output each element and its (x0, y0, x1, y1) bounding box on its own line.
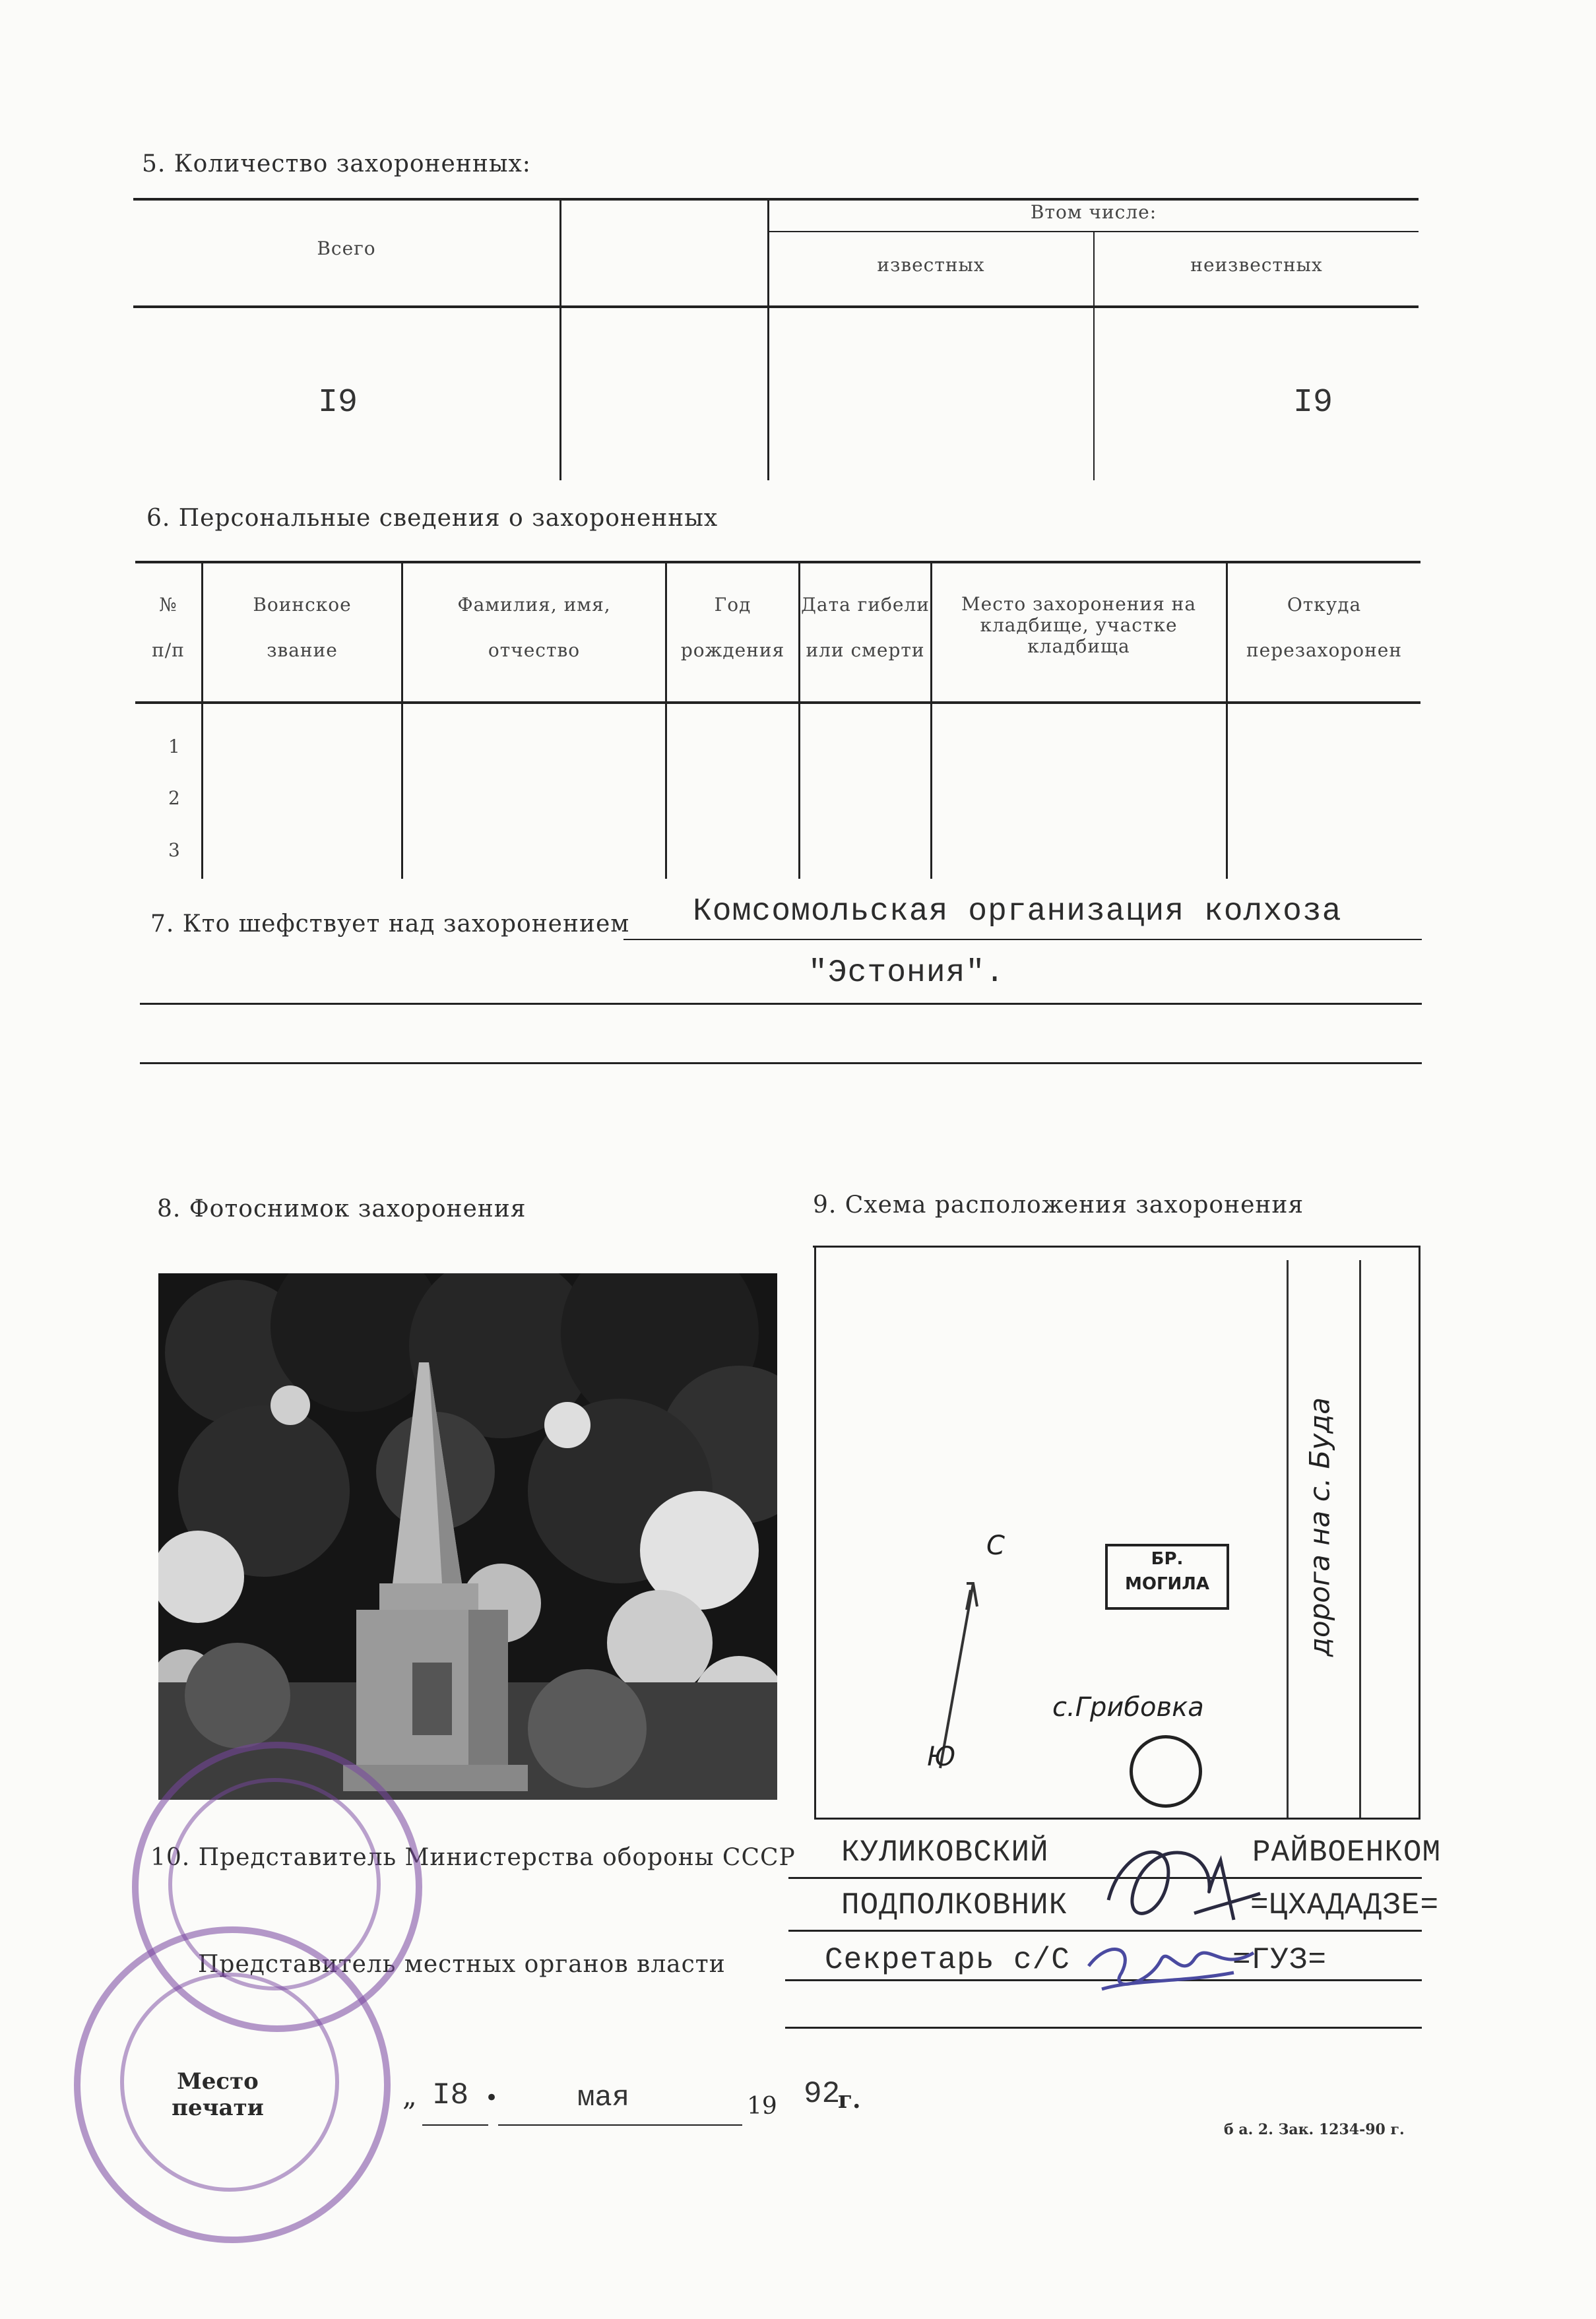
road-line-left (1287, 1260, 1289, 1818)
col-header-name (403, 594, 665, 661)
col-header-rank-bottom: звание (267, 639, 338, 661)
header-including: Втом числе: (1030, 201, 1157, 223)
col-header-place: Место захоронения на кладбище, участке кладбища (961, 593, 1197, 657)
row-number: 1 (168, 736, 181, 757)
date-day-line (422, 2124, 488, 2126)
scheme-bottom-border (814, 1818, 1420, 1820)
col-header-number-bottom: п/п (152, 639, 185, 661)
section10-local-label: Представитель местных органов власти (198, 1951, 726, 1978)
grave-label-line1: БР. (1151, 1549, 1184, 1569)
date-month: мая (577, 2081, 630, 2114)
date-century: 19 (747, 2093, 777, 2120)
mod-org: КУЛИКОВСКИЙ (841, 1835, 1049, 1870)
col-header-birth-bottom: рождения (680, 639, 785, 661)
print-mark: б а. 2. Зак. 1234-90 г. (1224, 2121, 1405, 2138)
sponsor-line2: "Эстония". (808, 955, 1005, 991)
col-header-rank-top: Воинское (253, 594, 352, 616)
section10-mod-label: 10. Представитель Министерства обороны СССР (150, 1844, 796, 1871)
road-line-right (1359, 1260, 1361, 1818)
section7-label: 7. Кто шефствует над захоронением (150, 910, 630, 937)
burial-photo-image (158, 1273, 777, 1800)
section8-title: 8. Фотоснимок захоронения (157, 1195, 527, 1223)
table5-divider (767, 198, 769, 480)
village-label: с.Грибовка (1052, 1692, 1204, 1723)
col-header-birth-top: Год (714, 594, 751, 616)
section7-line (623, 939, 1422, 940)
stamp-place-line2: печати (172, 2095, 264, 2121)
burial-photo (158, 1273, 777, 1800)
total-value: I9 (317, 384, 358, 422)
table5-header-bottom (133, 305, 1419, 308)
table5-divider (559, 198, 561, 480)
stamp-place-line1: Место (177, 2068, 259, 2095)
stamp-place-label (165, 2068, 271, 2121)
section7-line (140, 1062, 1422, 1064)
col-header-rank (203, 594, 401, 661)
header-total: Всего (317, 238, 376, 259)
row-number: 2 (168, 787, 181, 809)
table5-top-border (133, 198, 1419, 201)
local-name: =ГУЗ= (1232, 1943, 1327, 1977)
date-day: I8 (432, 2078, 469, 2113)
date-month-line (498, 2124, 742, 2126)
col-header-death-bottom: или смерти (806, 639, 925, 661)
col-header-death-top: Дата гибели (801, 594, 930, 616)
col-header-origin-top: Откуда (1287, 594, 1362, 616)
header-unknown: неизвестных (1190, 254, 1323, 276)
date-open-quote: „ (402, 2080, 417, 2112)
mass-grave-marker (1105, 1544, 1229, 1610)
north-label: С (986, 1531, 1005, 1561)
col-header-number-top: № (159, 594, 177, 616)
section7-line (140, 1003, 1422, 1005)
sponsor-line1: Комсомольская организация колхоза (693, 894, 1342, 930)
mod-name: =ЦХАДАДЗЕ= (1250, 1888, 1440, 1922)
col-header-death (800, 594, 930, 661)
scheme-top-border (813, 1246, 1420, 1248)
header-known: известных (877, 254, 985, 276)
date-suffix: г. (838, 2086, 861, 2114)
table6-divider (930, 561, 932, 879)
road-label: дорога на с. Буда (1303, 1397, 1336, 1657)
section9-title: 9. Схема расположения захоронения (813, 1191, 1304, 1219)
mod-signature (1095, 1821, 1267, 1940)
mod-org2: РАЙВОЕНКОМ (1252, 1835, 1442, 1870)
col-header-origin (1228, 594, 1420, 661)
grave-label-line2: МОГИЛА (1124, 1574, 1210, 1594)
unknown-value: I9 (1293, 384, 1333, 422)
section5-title: 5. Количество захороненных: (142, 150, 531, 177)
section6-title: 6. Персональные сведения о захороненных (146, 505, 718, 532)
local-signature (1082, 1926, 1267, 2006)
col-header-birth (667, 594, 798, 661)
signature-line (785, 2027, 1422, 2029)
col-header-origin-bottom: перезахоронен (1246, 639, 1402, 661)
mod-rank: ПОДПОЛКОВНИК (841, 1888, 1068, 1922)
scheme-left-border (814, 1246, 816, 1820)
scheme-right-border (1419, 1246, 1420, 1820)
col-header-name-top: Фамилия, имя, (457, 594, 611, 616)
south-label: Ю (927, 1742, 956, 1772)
col-header-name-bottom: отчество (488, 639, 581, 661)
village-circle (1130, 1735, 1202, 1808)
date-close-quote: • (485, 2085, 499, 2111)
col-header-number (135, 594, 201, 661)
row-number: 3 (168, 839, 181, 861)
local-title: Секретарь с/С (825, 1943, 1070, 1977)
date-year: 92 (804, 2077, 841, 2111)
